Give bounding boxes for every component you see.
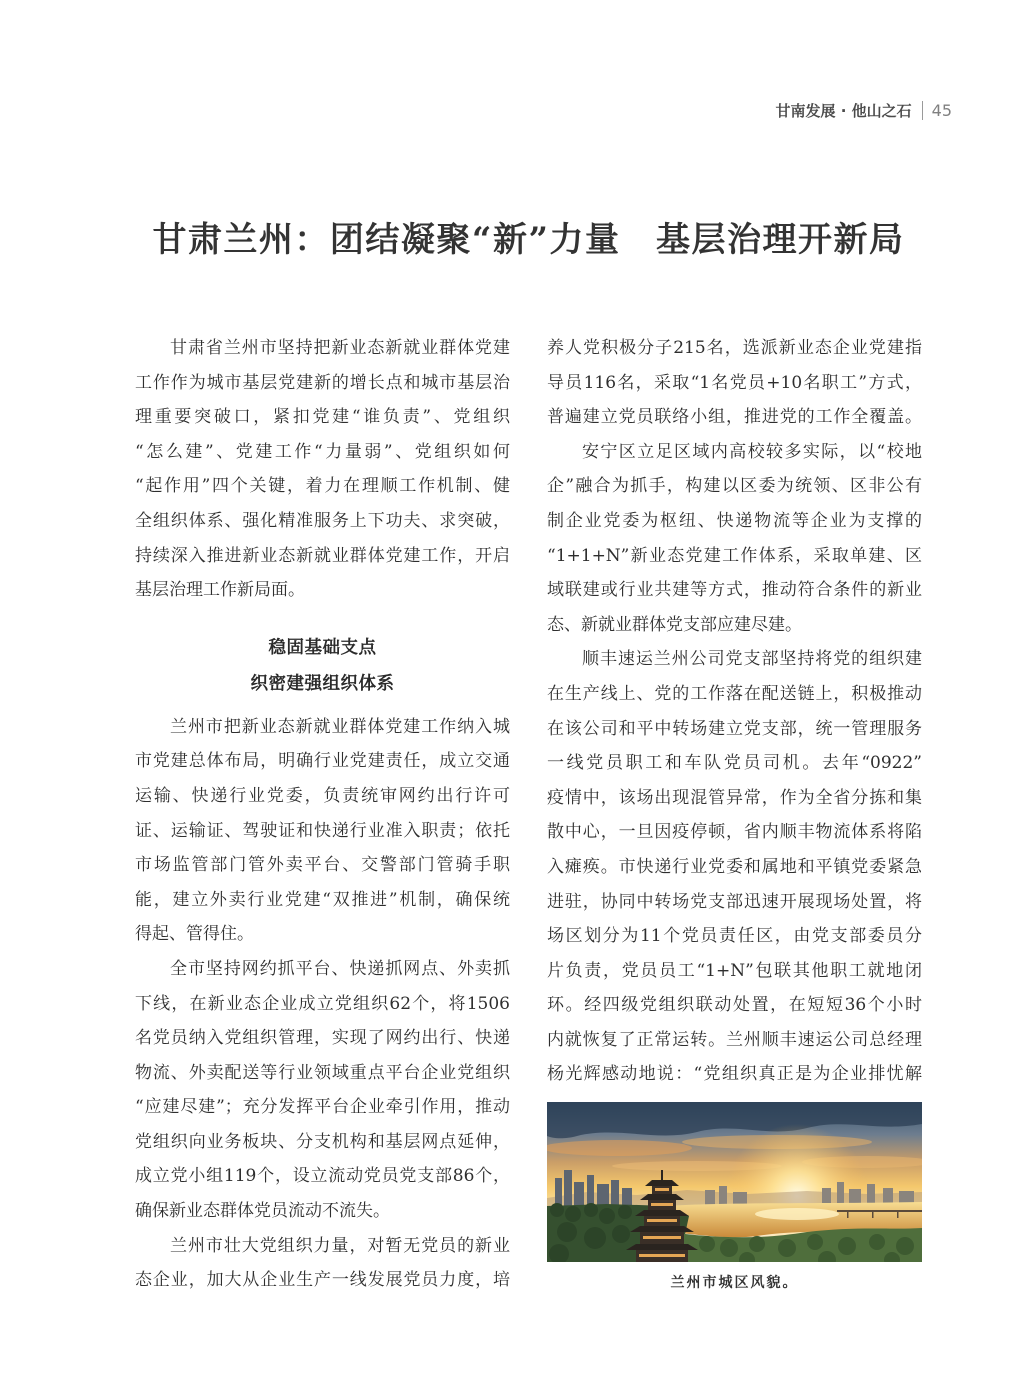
text-line: “1+1+N”新业态党建工作体系，采取单建、区 — [547, 545, 922, 566]
text-line: 工作作为城市基层党建新的增长点和城市基层治 — [135, 372, 510, 393]
text-line: 制企业党委为枢纽、快递物流等企业为支撑的 — [547, 510, 922, 531]
text-line: 入瘫痪。市快递行业党委和属地和平镇党委紧急 — [547, 856, 922, 877]
photo-caption: 兰州市城区风貌。 — [670, 1275, 799, 1292]
text-line: 域联建或行业共建等方式，推动符合条件的新业 — [547, 580, 922, 601]
section-name: 甘南发展 · 他山之石 — [775, 101, 912, 120]
text-line: 安宁区立足区域内高校较多实际，以“校地 — [582, 441, 922, 462]
text-line: 物流、外卖配送等行业领域重点平台企业党组织 — [135, 1062, 510, 1083]
text-line: 导员116名，采取“1名党员+10名职工”方式， — [547, 372, 922, 393]
text-line: 疫情中，该场出现混管异常，作为全省分拣和集 — [547, 787, 922, 808]
paragraph — [135, 710, 510, 952]
text-line: 场区划分为11个党员责任区，由党支部委员分 — [547, 926, 922, 947]
text-line: 在生产线上、党的工作落在配送链上，积极推动 — [547, 683, 922, 704]
city-photo — [547, 1102, 922, 1262]
left-column — [135, 331, 510, 1298]
text-line: 态、新就业群体党支部应建尽建。 — [547, 614, 802, 635]
text-line: 能，建立外卖行业党建“双推进”机制，确保统 — [135, 889, 510, 910]
text-line: 得起、管得住。 — [135, 924, 254, 945]
text-line: 态企业，加大从企业生产一线发展党员力度，培 — [135, 1270, 510, 1291]
text-line: 确保新业态群体党员流动不流失。 — [135, 1201, 390, 1222]
text-line: 持续深入推进新业态新就业群体党建工作，开启 — [135, 545, 510, 566]
text-line: 全组织体系、强化精准服务上下功夫、求突破， — [135, 510, 510, 531]
text-line: 普遍建立党员联络小组，推进党的工作全覆盖。 — [547, 407, 922, 428]
heading-line: 织密建强组织体系 — [250, 673, 395, 694]
text-line: 片负责，党员员工“1+N”包联其他职工就地闭 — [547, 960, 922, 981]
text-line: 证、运输证、驾驶证和快递行业准入职责；依托 — [135, 820, 510, 841]
paragraph — [547, 642, 922, 1092]
paragraph-continued — [547, 331, 922, 435]
text-line: 运输、快递行业党委，负责统审网约出行许可 — [135, 785, 510, 806]
right-column — [547, 331, 922, 1295]
text-line: 市场监管部门管外卖平台、交警部门管骑手职 — [135, 855, 510, 876]
paragraph — [135, 952, 510, 1229]
text-line: 养人党积极分子215名，选派新业态企业党建指 — [547, 338, 922, 358]
text-line: 党组织向业务板块、分支机构和基层网点延伸， — [135, 1131, 510, 1152]
paragraph — [547, 435, 922, 643]
text-line: 下线，在新业态企业成立党组织62个，将1506 — [135, 993, 510, 1014]
text-line: 甘肃省兰州市坚持把新业态新就业群体党建 — [170, 338, 510, 358]
article-title: 甘肃兰州：团结凝聚“新”力量 基层治理开新局 — [152, 220, 905, 260]
text-line: 全市坚持网约抓平台、快递抓网点、外卖抓 — [170, 958, 510, 979]
text-line: “怎么建”、党建工作“力量弱”、党组织如何 — [135, 441, 510, 462]
paragraph — [135, 1229, 510, 1298]
text-line: “起作用”四个关键，着力在理顺工作机制、健 — [135, 476, 510, 497]
text-line: 内就恢复了正常运转。兰州顺丰速运公司总经理 — [547, 1029, 922, 1050]
text-line: “应建尽建”；充分发挥平台企业牵引作用，推动 — [135, 1097, 510, 1118]
text-line: 环。经四级党组织联动处置，在短短36个小时 — [547, 995, 922, 1016]
text-line: 基层治理工作新局面。 — [135, 580, 305, 601]
text-line: 顺丰速运兰州公司党支部坚持将党的组织建 — [582, 649, 922, 670]
section-heading — [135, 630, 510, 702]
text-line: 名党员纳入党组织管理，实现了网约出行、快递 — [135, 1028, 510, 1049]
text-line: 兰州市把新业态新就业群体党建工作纳入城 — [170, 716, 510, 737]
text-line: 在该公司和平中转场建立党支部，统一管理服务 — [547, 718, 922, 739]
text-line: 兰州市壮大党组织力量，对暂无党员的新业 — [170, 1235, 510, 1256]
text-line: 理重要突破口，紧扣党建“谁负责”、党组织 — [135, 407, 510, 428]
paragraph-intro — [135, 331, 510, 608]
header-divider — [922, 101, 923, 120]
text-line: 企”融合为抓手，构建以区委为统领、区非公有 — [547, 476, 922, 497]
text-line: 一线党员职工和车队党员司机。去年“0922” — [547, 753, 922, 774]
heading-line: 稳固基础支点 — [268, 637, 377, 658]
page-number: 45 — [931, 100, 952, 120]
text-line: 散中心，一旦因疫停顿，省内顺丰物流体系将陷 — [547, 822, 922, 843]
text-line: 进驻，协同中转场党支部迅速开展现场处置，将 — [547, 891, 922, 912]
text-line: 成立党小组119个，设立流动党员党支部86个， — [135, 1166, 510, 1187]
running-header — [775, 98, 952, 122]
city-photo-image — [547, 1102, 922, 1262]
text-line: 杨光辉感动地说：“党组织真正是为企业排忧解 — [547, 1064, 922, 1085]
text-line: 市党建总体布局，明确行业党建责任，成立交通 — [135, 751, 510, 772]
